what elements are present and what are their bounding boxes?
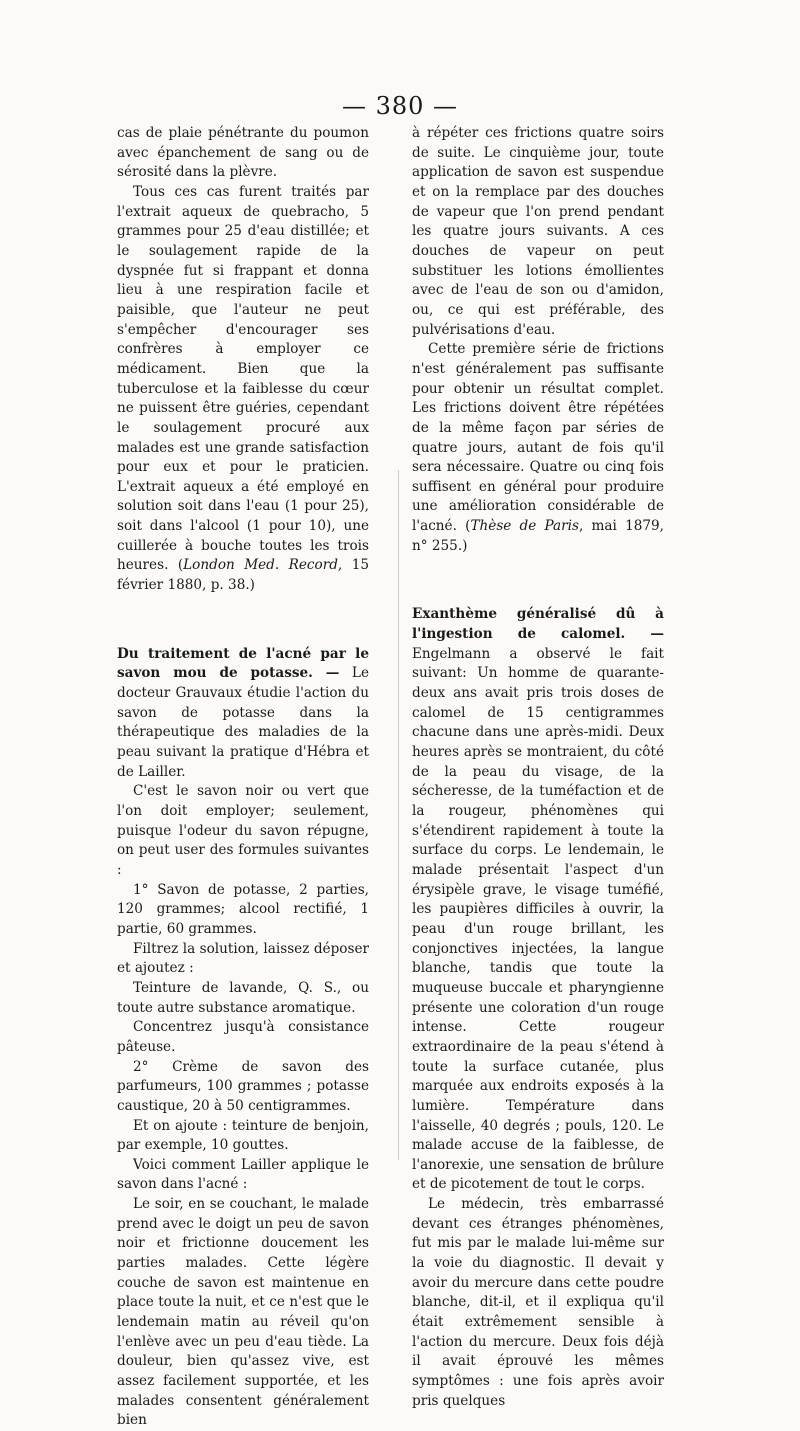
left-section-intro: Le docteur Grauvaux étudie l'action du savon de potasse dans la thérapeutique des maladies de la peau suivant la pratique d'Hébra et de Lailler. <box>117 665 369 780</box>
left-paragraph-5: 1° Savon de potasse, 2 parties, 120 grammes; alcool rectifié, 1 partie, 60 grammes. <box>117 881 369 937</box>
left-paragraph-12: Le soir, en se couchant, le malade prend avec le doigt un peu de savon noir et frictionne doucement les parties malades. Cette légère couche de savon est maintenue en place toute la nuit, et ce n'est que le lendemain matin au réveil qu'on l'enlève avec un peu d'eau tiède. La douleur, bien qu'assez vive, est assez facilement supportée, et les malades consentent généralement bien <box>117 1196 369 1429</box>
right-section-heading: Exanthème généralisé dû à l'ingestion de calomel. — <box>412 606 664 643</box>
left-column <box>117 124 369 1431</box>
left-citation-end: , 15 février 1880, p. 38.) <box>117 557 369 594</box>
left-section <box>117 645 369 783</box>
left-paragraph-1: cas de plaie pénétrante du poumon avec épanchement de sang ou de sérosité dans la plèvre. <box>117 125 369 181</box>
left-paragraph-4: C'est le savon noir ou vert que l'on doit employer; seulement, puisque l'odeur du savon répugne, on peut user des formules suivantes : <box>117 783 369 878</box>
right-section <box>412 605 664 1195</box>
left-paragraph-9: 2° Crème de savon des parfumeurs, 100 grammes ; potasse caustique, 20 à 50 centigrammes. <box>117 1058 369 1114</box>
left-paragraph-8: Concentrez jusqu'à consistance pâteuse. <box>117 1019 369 1055</box>
right-paragraph-4: Le médecin, très embarrassé devant ces étranges phénomènes, fut mis par le malade lui-même sur la voie du diagnostic. Il devait y avoir du mercure dans cette poudre blanche, dit-il, et il expliqua qu'il était extrêmement sensible à l'action du mercure. Deux fois déjà il avait éprouvé les mêmes symptômes : une fois après avoir pris quelques <box>412 1196 664 1409</box>
right-column <box>412 124 664 1411</box>
section-gap <box>412 556 664 605</box>
left-paragraph-2-text: Tous ces cas furent traités par l'extrait aqueux de quebracho, 5 grammes pour 25 d'eau distillée; et le soulagement rapide de la dyspnée fut si frappant et donna lieu à une respiration facile et paisible, que l'auteur ne peut s'empêcher d'encourager ses confrères à employer ce médicament. Bien que la tuberculose et la faiblesse du cœur ne puissent être guéries, cependant le soulagement procuré aux malades est une grande satisfaction pour eux et pour le praticien. L'extrait aqueux a été employé en solution soit dans l'eau (1 pour 25), soit dans l'alcool (1 pour 10), une cuillerée à bouche toutes les trois heures. ( <box>117 183 369 574</box>
left-paragraph-10: Et on ajoute : teinture de benjoin, par exemple, 10 gouttes. <box>117 1117 369 1154</box>
right-section-body: Engelmann a observé le fait suivant: Un homme de quarante-deux ans avait pris trois doses de calomel de 15 centigrammes chacune dans une après-midi. Deux heures après se montraient, du côté de la peau du visage, de la sécheresse, de la tuméfaction et de la rougeur, phénomènes qui s'étendirent rapidement à toute la surface du corps. Le lendemain, le malade présentait l'aspect d'un érysipèle grave, le visage tuméfié, les paupières difficiles à ouvrir, la peau d'un rouge brillant, les conjonctives injectées, la langue blanche, tandis que toute la muqueuse buccale et pharyngienne présente une coloration d'un rouge intense. Cette rougeur extraordinaire de la peau s'étend à toute la surface cutanée, plus marquée aux endroits exposés à la lumière. Température dans l'aisselle, 40 degrés ; pouls, 120. Le malade accuse de la faiblesse, de l'anorexie, une sensation de brûlure et de picotement de tout le corps. <box>412 645 664 1193</box>
right-paragraph-1: à répéter ces frictions quatre soirs de suite. Le cinquième jour, toute application de savon est suspendue et on la remplace par des douches de vapeur que l'on prend pendant les quatre jours suivants. A ces douches de vapeur on peut substituer les lotions émollientes avec de l'eau de son ou d'amidon, ou, ce qui est préférable, des pulvérisations d'eau. <box>412 125 664 338</box>
right-paragraph-2-text: Cette première série de frictions n'est généralement pas suffisante pour obtenir un résultat complet. Les frictions doivent être répétées de la même façon par séries de quatre jours, autant de fois qu'il sera nécessaire. Quatre ou cinq fois suffisent en général pour produire une amélioration considérable de l'acné. ( <box>412 341 664 535</box>
section-gap <box>117 596 369 645</box>
page-number: — 380 — <box>341 92 459 120</box>
right-citation-end: , mai 1879, n° 255.) <box>412 518 664 554</box>
left-section-heading: Du traitement de l'acné par le savon mou de potasse. — <box>117 645 369 682</box>
column-divider <box>398 470 399 1160</box>
right-paragraph-2 <box>412 340 664 556</box>
left-paragraph-7: Teinture de lavande, Q. S., ou toute autre substance aromatique. <box>117 979 369 1016</box>
left-paragraph-2 <box>117 183 369 596</box>
left-paragraph-6: Filtrez la solution, laissez déposer et ajoutez : <box>117 940 369 977</box>
right-citation-source: Thèse de Paris <box>470 518 579 535</box>
left-citation-source: London Med. Record <box>183 557 338 574</box>
left-paragraph-11: Voici comment Lailler applique le savon dans l'acné : <box>117 1156 369 1193</box>
